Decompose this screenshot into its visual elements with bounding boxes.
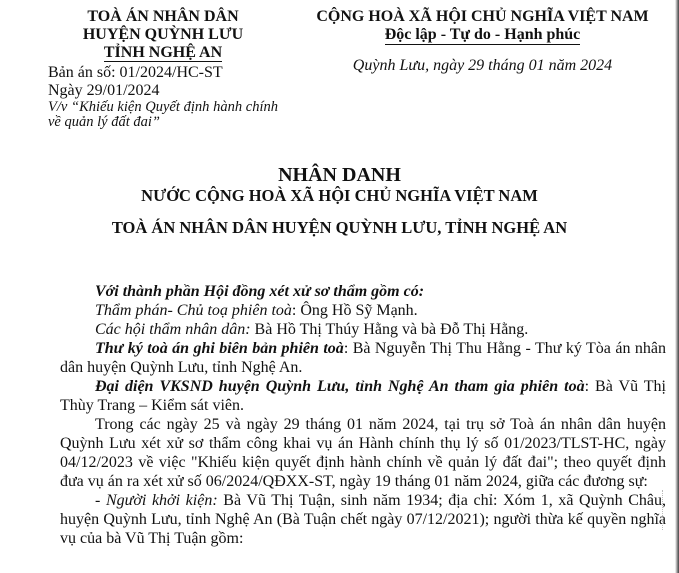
court-clerk <box>60 339 666 377</box>
procuracy-label: Đại diện VKSND huyện Quỳnh Lưu, tỉnh Nghệ An tham gia phiên toà <box>95 378 585 395</box>
nation-name: CỘNG HOÀ XÃ HỘI CHỦ NGHĨA VIỆT NAM <box>316 8 649 25</box>
case-subject: V/v “Khiếu kiện Quyết định hành chính về quản lý đất đai” <box>48 99 278 130</box>
place-date: Quỳnh Lưu, ngày 29 tháng 01 năm 2024 <box>352 57 613 74</box>
judge-label: Thẩm phán- Chủ toạ phiên toà <box>95 302 292 319</box>
title-court: TOÀ ÁN NHÂN DÂN HUYỆN QUỲNH LƯU, TỈNH NGHỆ AN <box>111 218 568 237</box>
national-motto: Độc lập - Tự do - Hạnh phúc <box>384 26 581 43</box>
plaintiff-label: Người khởi kiện: <box>105 492 218 509</box>
assessors-label: Các hội thẩm nhân dân: <box>95 321 251 338</box>
court-header <box>48 8 278 130</box>
panel-intro: Với thành phần Hội đồng xét xử sơ thẩm gồm có: <box>95 283 425 300</box>
judgment-number: Bản án số: 01/2024/HC-ST <box>48 64 223 81</box>
judge-value: : Ông Hồ Sỹ Mạnh. <box>291 302 418 319</box>
trial-paragraph: Trong các ngày 25 và ngày 29 tháng 01 năm 2024, tại trụ sở Toà án nhân dân huyện Quỳnh Lưu xét xử sơ thẩm công khai vụ án Hành chính thụ lý số 01/2023/TLST-HC, ngày 04/12/2023 về việc "Khiếu kiện quyết định hành chính về quản lý đất đai"; theo quyết định đưa vụ án ra xét xử số 06/2024/QĐXX-ST, ngày 19 tháng 01 năm 2024, giữa các đương sự: <box>60 416 666 490</box>
national-header <box>290 8 675 75</box>
judgment-title <box>0 164 679 238</box>
procuracy-value: : Bà Vũ Thị Thùy Trang – Kiểm sát viên. <box>60 378 666 414</box>
title-nation: NƯỚC CỘNG HOÀ XÃ HỘI CHỦ NGHĨA VIỆT NAM <box>141 186 538 205</box>
plaintiff-paragraph <box>60 491 666 548</box>
title-in-the-name: NHÂN DANH <box>278 164 401 186</box>
page-edge-shadow <box>675 0 679 573</box>
plaintiff-value: Bà Vũ Thị Tuận, sinh năm 1934; địa chỉ: Xóm 1, xã Quỳnh Châu, huyện Quỳnh Lưu, tỉnh Nghệ An (Bà Tuận chết ngày 07/12/2021); người thừa kế quyền nghĩa vụ của bà Vũ Thị Tuận gồm: <box>60 492 667 547</box>
court-name-line1: TOÀ ÁN NHÂN DÂN <box>87 8 239 25</box>
people-assessors <box>60 320 666 339</box>
judgment-body <box>60 282 666 548</box>
court-name-line3: TỈNH NGHỆ AN <box>103 44 223 61</box>
plaintiff-prefix: - <box>95 492 106 509</box>
clerk-label: Thư ký toà án ghi biên bản phiên toà <box>95 340 344 357</box>
clerk-value: : Bà Nguyễn Thị Thu Hằng - Thư ký Tòa án nhân dân huyện Quỳnh Lưu, tỉnh Nghệ An. <box>60 340 667 376</box>
judgment-date: Ngày 29/01/2024 <box>48 82 160 99</box>
presiding-judge <box>60 301 666 320</box>
procuracy-representative <box>60 377 666 415</box>
stamp-mark <box>662 490 677 530</box>
assessors-value: Bà Hồ Thị Thúy Hằng và bà Đỗ Thị Hằng. <box>250 321 529 338</box>
court-name-line2: HUYỆN QUỲNH LƯU <box>82 26 244 43</box>
